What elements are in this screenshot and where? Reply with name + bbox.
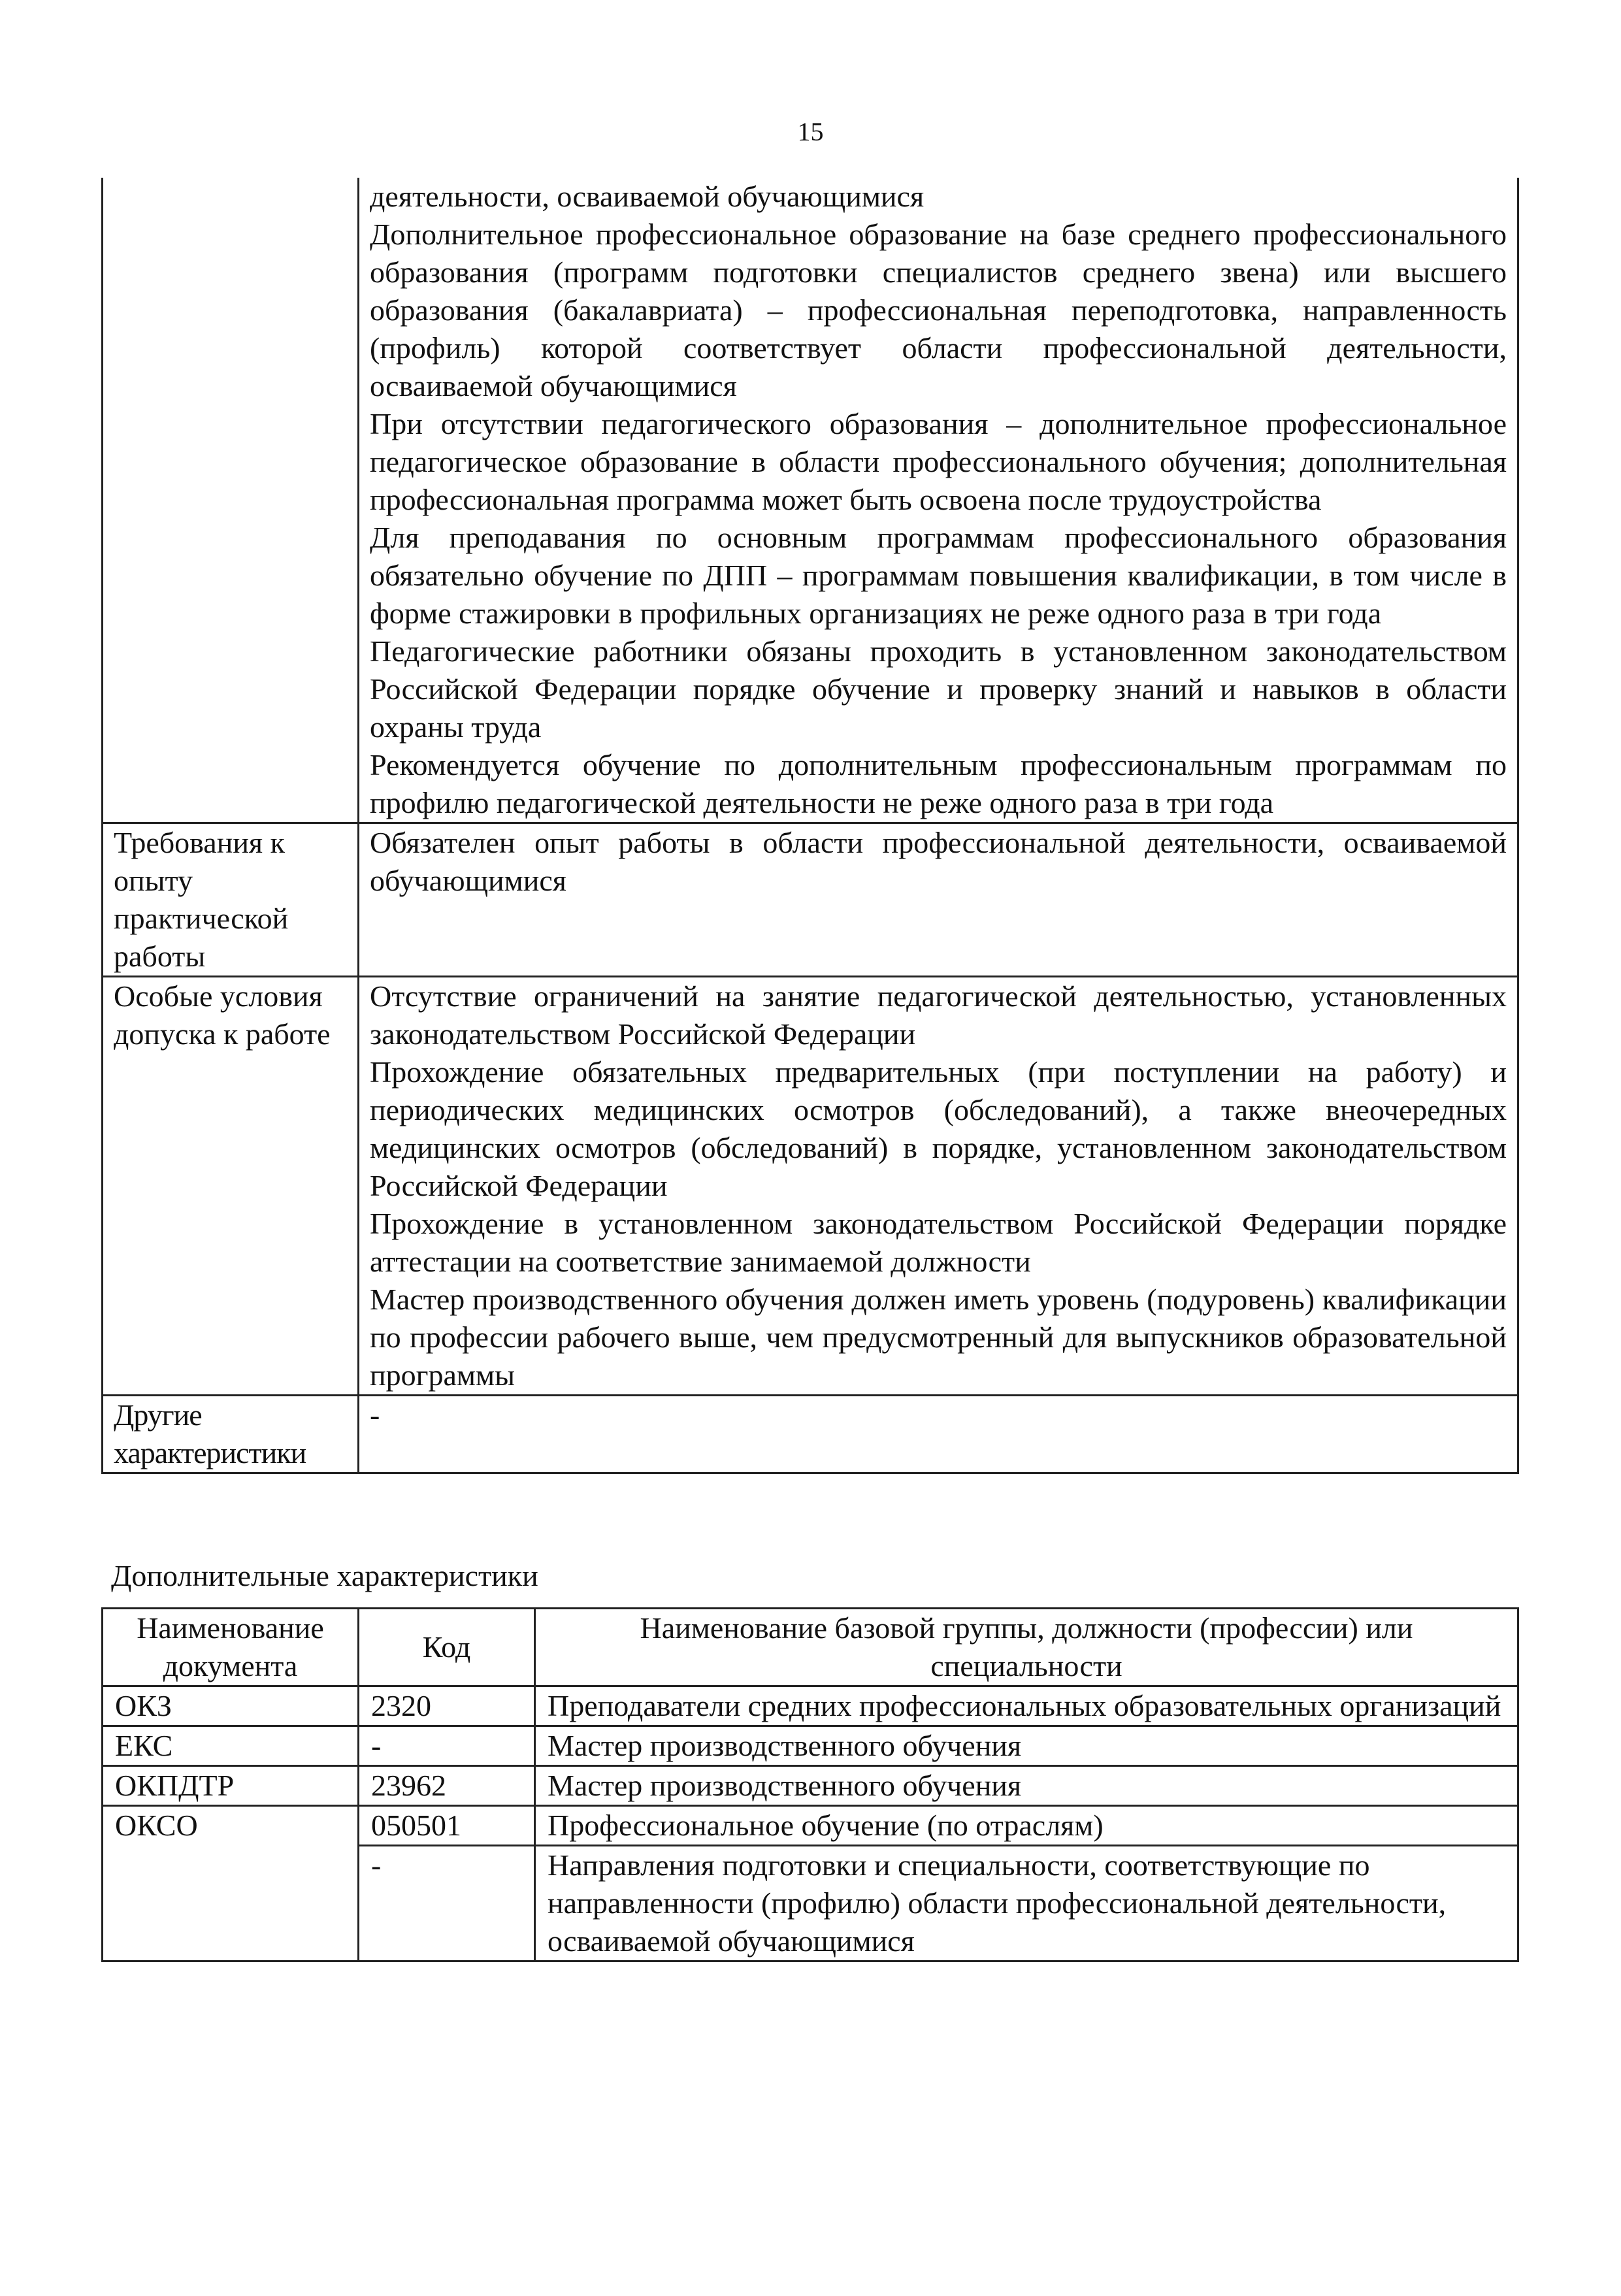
header-code: Код: [359, 1609, 535, 1686]
experience-text: Обязателен опыт работы в области профессиональной деятельности, осваиваемой обучающимися: [370, 826, 1507, 897]
code-cell: 050501: [359, 1806, 535, 1846]
requirement-text: Для преподавания по основным программам профессионального образования обязательно обучение по ДПП – программам повышения квалификации, в том числе в форме стажировки в профильных организациях не реже одного раза в три года: [370, 521, 1507, 630]
table-row: [103, 1766, 1518, 1806]
table-row: [103, 977, 1518, 1396]
table-row: [103, 1806, 1518, 1846]
doc-cell: ОКПДТР: [103, 1766, 359, 1806]
experience-label: Требования к опыту практической работы: [103, 823, 359, 977]
requirements-table: [101, 178, 1519, 1474]
table-header-row: [103, 1609, 1518, 1686]
education-requirements-cell: [359, 178, 1518, 823]
requirement-text: деятельности, осваиваемой обучающимися: [370, 180, 925, 213]
condition-text: Мастер производственного обучения должен иметь уровень (подуровень) квалификации по профессии рабочего выше, чем предусмотренный для выпускников образовательной программы: [370, 1283, 1507, 1392]
name-cell: Направления подготовки и специальности, соответствующие по направленности (профилю) области профессиональной деятельности, осваиваемой обучающимися: [535, 1846, 1518, 1961]
code-cell: 23962: [359, 1766, 535, 1806]
requirement-text: Рекомендуется обучение по дополнительным профессиональным программам по профилю педагогической деятельности не реже одного раза в три года: [370, 748, 1507, 819]
condition-text: Отсутствие ограничений на занятие педагогической деятельностью, установленных законодательством Российской Федерации: [370, 979, 1507, 1051]
name-cell: Мастер производственного обучения: [535, 1726, 1518, 1766]
table-row: [103, 1726, 1518, 1766]
experience-value: [359, 823, 1518, 977]
requirement-text: При отсутствии педагогического образования – дополнительное профессиональное педагогическое образование в области профессионального обучения; дополнительная профессиональная программа может быть освоена после трудоустройства: [370, 407, 1507, 516]
other-label: Другие характеристики: [103, 1396, 359, 1473]
special-conditions-value: [359, 977, 1518, 1396]
other-value: [359, 1396, 1518, 1473]
name-cell: Мастер производственного обучения: [535, 1766, 1518, 1806]
additional-caption: Дополнительные характеристики: [111, 1559, 538, 1592]
header-doc: Наименование документа: [103, 1609, 359, 1686]
name-cell: Преподаватели средних профессиональных образовательных организаций: [535, 1686, 1518, 1726]
doc-cell: ЕКС: [103, 1726, 359, 1766]
table-row: [103, 1846, 1518, 1961]
additional-table: [101, 1607, 1519, 1962]
code-cell: 2320: [359, 1686, 535, 1726]
empty-label-cell: [103, 178, 359, 823]
page-number: 15: [797, 117, 824, 146]
requirement-text: Дополнительное профессиональное образование на базе среднего профессионального образования (программ подготовки специалистов среднего звена) или высшего образования (бакалавриата) – профессиональная переподготовка, направленность (профиль) которой соответствует области профессиональной деятельности, осваиваемой обучающимися: [370, 218, 1507, 402]
other-text: -: [370, 1398, 380, 1432]
doc-cell: ОКЗ: [103, 1686, 359, 1726]
code-cell: -: [359, 1726, 535, 1766]
doc-cell: ОКСО: [103, 1806, 359, 1846]
header-name: Наименование базовой группы, должности (профессии) или специальности: [535, 1609, 1518, 1686]
table-row: [103, 1396, 1518, 1473]
table-row: [103, 178, 1518, 823]
condition-text: Прохождение обязательных предварительных (при поступлении на работу) и периодических медицинских осмотров (обследований), а также внеочередных медицинских осмотров (обследований) в порядке, установленном законодательством Российской Федерации: [370, 1055, 1507, 1202]
name-cell: Профессиональное обучение (по отраслям): [535, 1806, 1518, 1846]
table-row: [103, 1686, 1518, 1726]
requirement-text: Педагогические работники обязаны проходить в установленном законодательством Российской Федерации порядке обучение и проверку знаний и навыков в области охраны труда: [370, 634, 1507, 744]
code-cell: -: [359, 1846, 535, 1961]
condition-text: Прохождение в установленном законодательством Российской Федерации порядке аттестации на соответствие занимаемой должности: [370, 1207, 1507, 1278]
special-conditions-label: Особые условия допуска к работе: [103, 977, 359, 1396]
doc-cell: [103, 1846, 359, 1961]
table-row: [103, 823, 1518, 977]
